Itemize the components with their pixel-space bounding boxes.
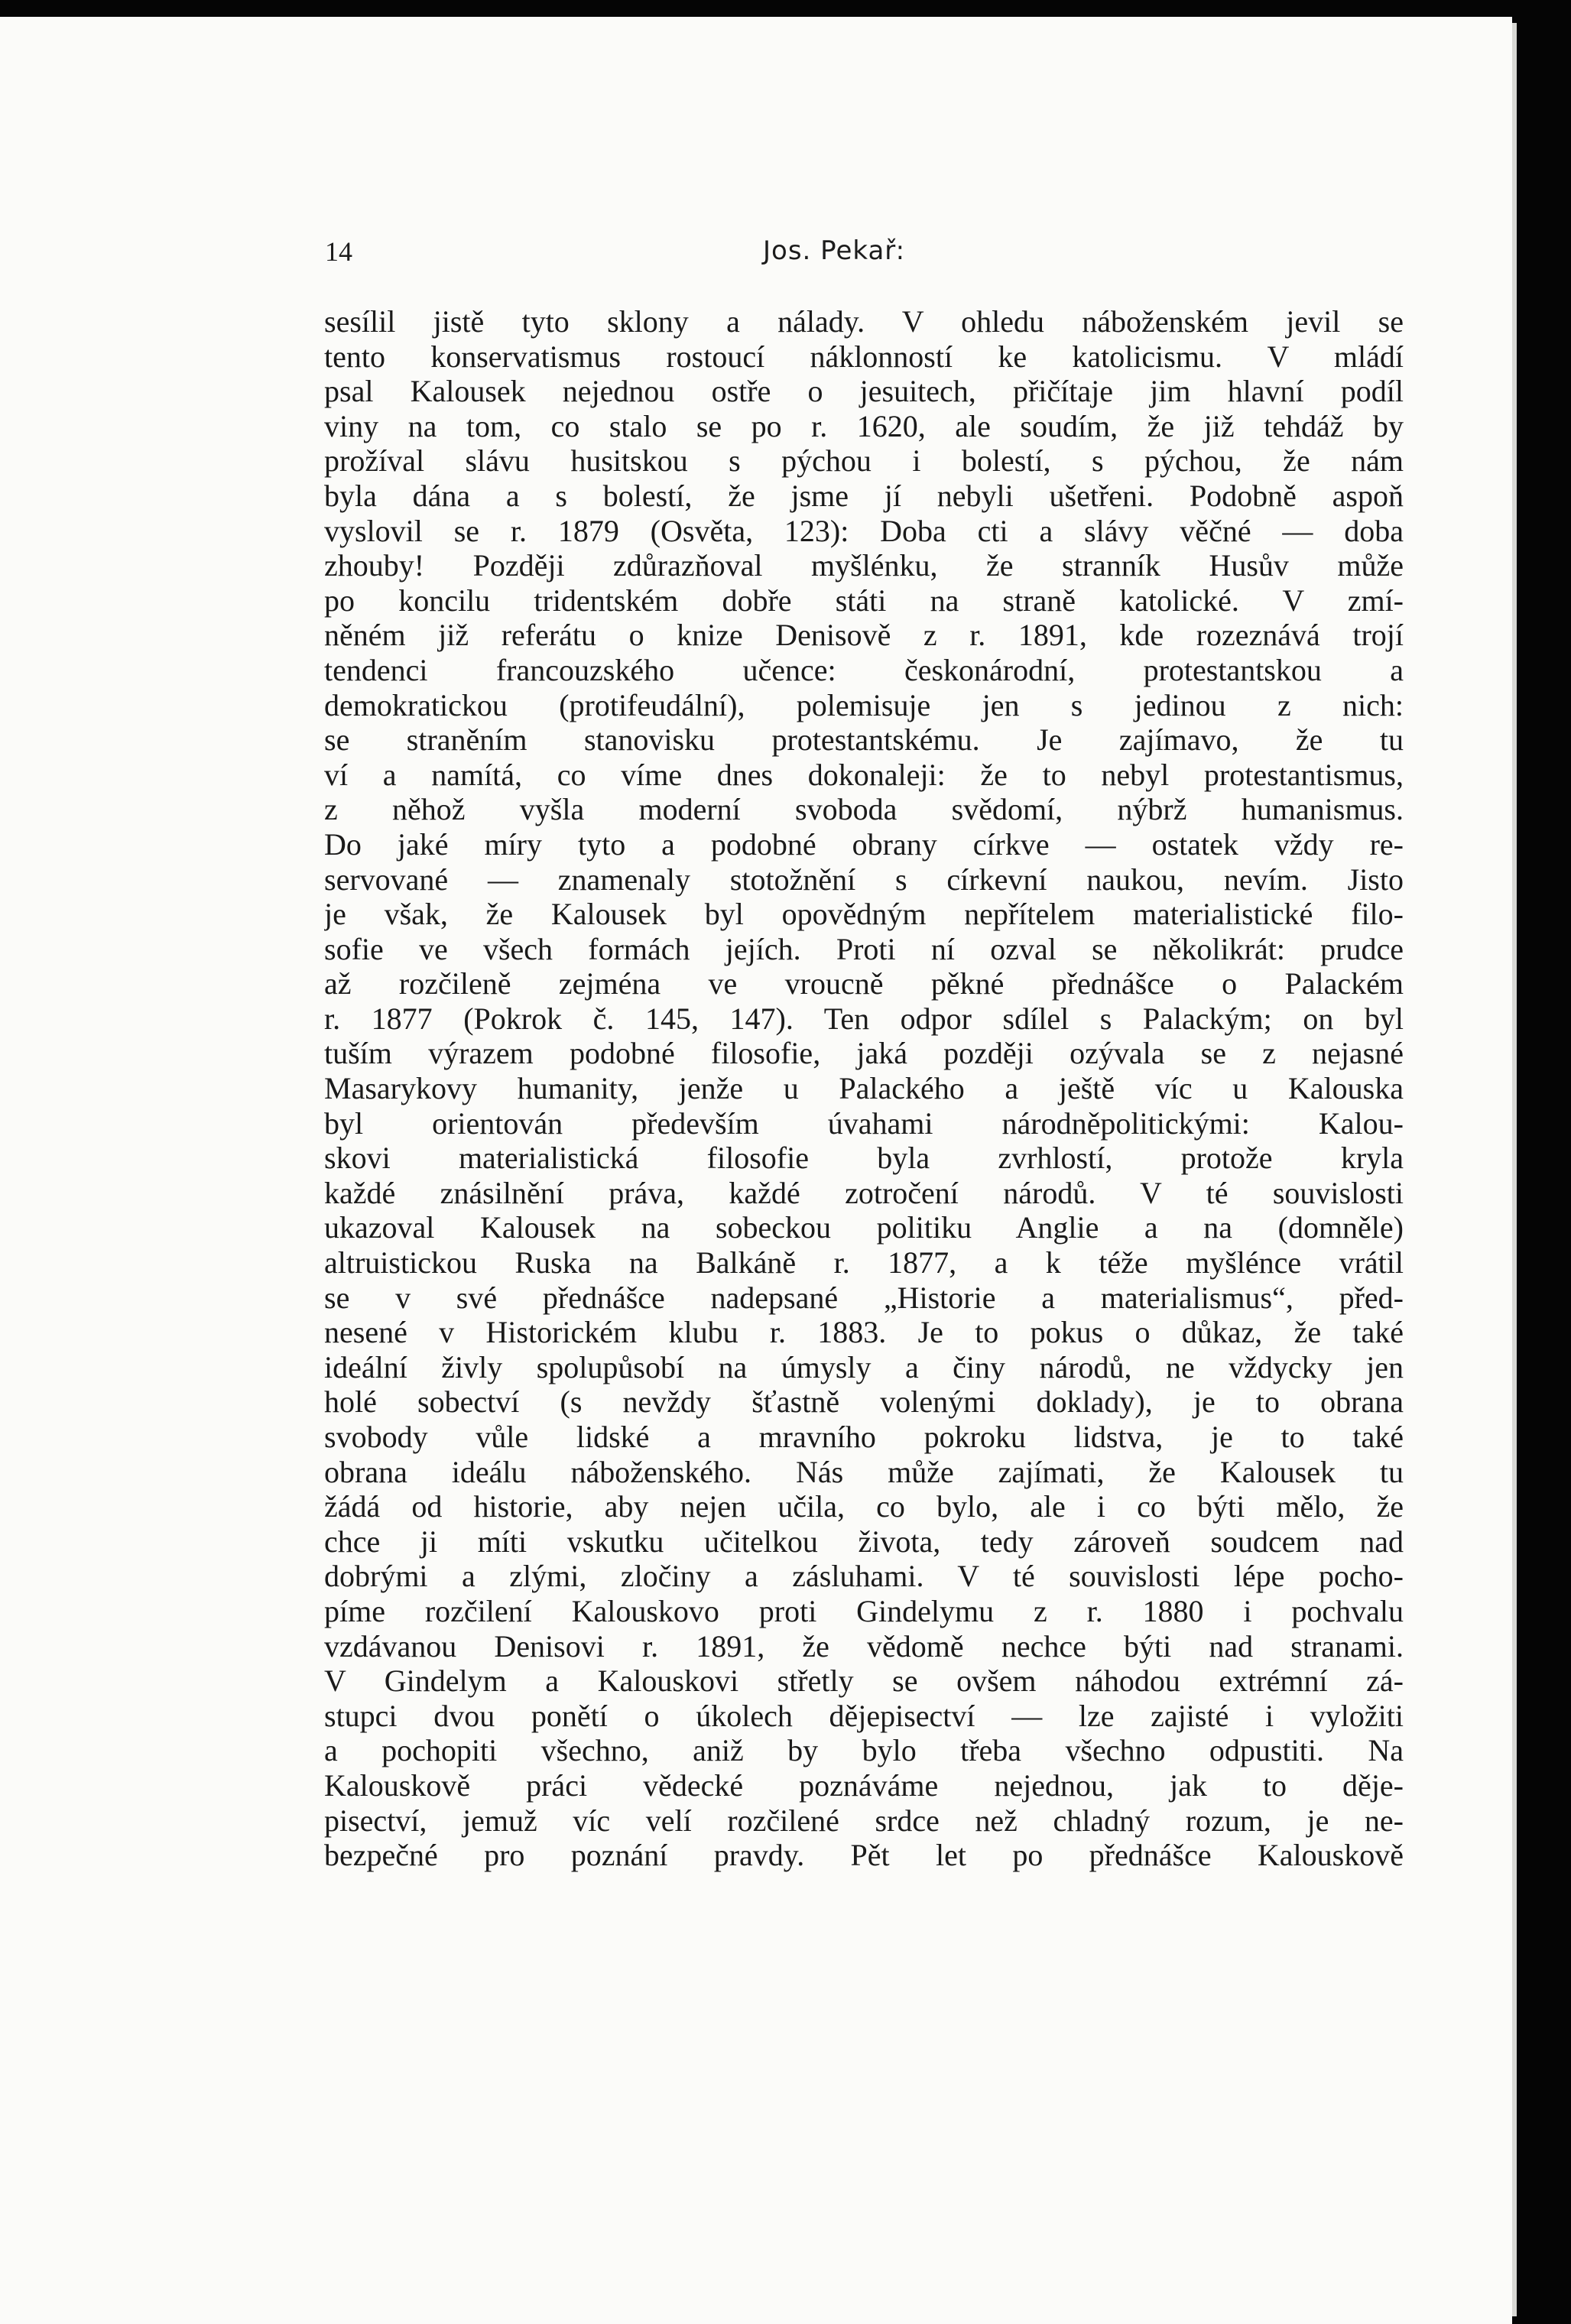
text-line: žádá od historie, aby nejen učila, co bylo, ale i co býti mělo, že [324,1489,1404,1524]
text-line: servované — znamenaly stotožnění s církevní naukou, nevím. Jisto [324,862,1404,897]
text-line: svobody vůle lidské a mravního pokroku lidstva, je to také [324,1420,1404,1454]
text-line: demokratickou (protifeudální), polemisuje jen s jedinou z nich: [324,687,1404,722]
text-line: stupci dvou ponětí o úkolech dějepisectví — lze zajisté i vyložiti [324,1698,1404,1733]
text-line: Masarykovy humanity, jenže u Palackého a ještě víc u Kalouska [324,1071,1404,1106]
running-head [0,235,1512,274]
text-line: tento konservatismus rostoucí náklonností ke katolicismu. V mládí [324,339,1404,374]
text-line: se v své přednášce nadepsané „Historie a materialismus“, před- [324,1280,1404,1315]
scan-right-border [1512,0,1571,2324]
scan-top-border [0,0,1571,17]
text-line: holé sobectví (s nevždy šťastně volenými doklady), je to obrana [324,1384,1404,1420]
text-line: píme rozčilení Kalouskovo proti Gindelymu z r. 1880 i pochvalu [324,1593,1404,1628]
page-edge [1512,23,1517,2316]
text-line: prožíval slávu husitskou s pýchou i bolestí, s pýchou, že nám [324,443,1404,479]
text-line: psal Kalousek nejednou ostře o jesuitech, přičítaje jim hlavní podíl [324,374,1404,409]
text-line: nesené v Historickém klubu r. 1883. Je to pokus o důkaz, že také [324,1315,1404,1350]
text-line: viny na tom, co stalo se po r. 1620, ale soudím, že již tehdáž by [324,408,1404,443]
text-line: byl orientován především úvahami národněpolitickými: Kalou- [324,1105,1404,1141]
text-line: chce ji míti vskutku učitelkou života, tedy zároveň soudcem nad [324,1524,1404,1559]
text-line: sesílil jistě tyto sklony a nálady. V ohledu náboženském jevil se [324,304,1404,339]
text-line: vyslovil se r. 1879 (Osvěta, 123): Doba cti a slávy věčné — doba [324,513,1404,548]
text-line: zhouby! Později zdůrazňoval myšlénku, že stranník Husův může [324,548,1404,583]
text-line: r. 1877 (Pokrok č. 145, 147). Ten odpor sdílel s Palackým; on byl [324,1001,1404,1036]
text-line: vzdávanou Denisovi r. 1891, že vědomě nechce býti nad stranami. [324,1628,1404,1663]
page-number: 14 [325,236,352,267]
text-line: něném již referátu o knize Denisově z r. 1891, kde rozeznává trojí [324,618,1404,653]
text-line: pisectví, jemuž víc velí rozčilené srdce než chladný rozum, je ne- [324,1803,1404,1838]
text-line: se straněním stanovisku protestantskému. Je zajímavo, že tu [324,722,1404,758]
text-line: V Gindelym a Kalouskovi střetly se ovšem náhodou extrémní zá- [324,1663,1404,1699]
text-line: až rozčileně zejména ve vroucně pěkné přednášce o Palackém [324,966,1404,1001]
text-line: bezpečné pro poznání pravdy. Pět let po přednášce Kalouskově [324,1838,1404,1873]
text-line: ukazoval Kalousek na sobeckou politiku Anglie a na (domněle) [324,1210,1404,1245]
text-line: obrana ideálu náboženského. Nás může zajímati, že Kalousek tu [324,1454,1404,1489]
text-line: sofie ve všech formách jejích. Proti ní ozval se několikrát: prudce [324,931,1404,966]
text-line: Kalouskově práci vědecké poznáváme nejednou, jak to děje- [324,1767,1404,1803]
text-line: altruistickou Ruska na Balkáně r. 1877, a k téže myšlénce vrátil [324,1245,1404,1280]
text-line: po koncilu tridentském dobře státi na straně katolické. V zmí- [324,583,1404,618]
running-head-author: Jos. Pekař: [763,235,906,266]
text-line: z něhož vyšla moderní svoboda svědomí, nýbrž humanismus. [324,792,1404,827]
text-line: ví a namítá, co víme dnes dokonaleji: že to nebyl protestantismus, [324,757,1404,792]
text-line: je však, že Kalousek byl opovědným nepřítelem materialistické filo- [324,897,1404,932]
text-line: Do jaké míry tyto a podobné obrany církve — ostatek vždy re- [324,826,1404,862]
text-line: tendenci francouzského učence: českonárodní, protestantskou a [324,652,1404,687]
text-line: tuším výrazem podobné filosofie, jaká později ozývala se z nejasné [324,1036,1404,1071]
text-line: byla dána a s bolestí, že jsme jí nebyli ušetřeni. Podobně aspoň [324,478,1404,513]
text-line: ideální živly spolupůsobí na úmysly a činy národů, ne vždycky jen [324,1349,1404,1384]
text-line: dobrými a zlými, zločiny a zásluhami. V té souvislosti lépe pocho- [324,1559,1404,1594]
text-line: každé znásilnění práva, každé zotročení národů. V té souvislosti [324,1175,1404,1210]
body-text [324,304,1404,1873]
text-line: a pochopiti všechno, aniž by bylo třeba všechno odpustiti. Na [324,1733,1404,1768]
text-line: skovi materialistická filosofie byla zvrhlostí, protože kryla [324,1141,1404,1176]
